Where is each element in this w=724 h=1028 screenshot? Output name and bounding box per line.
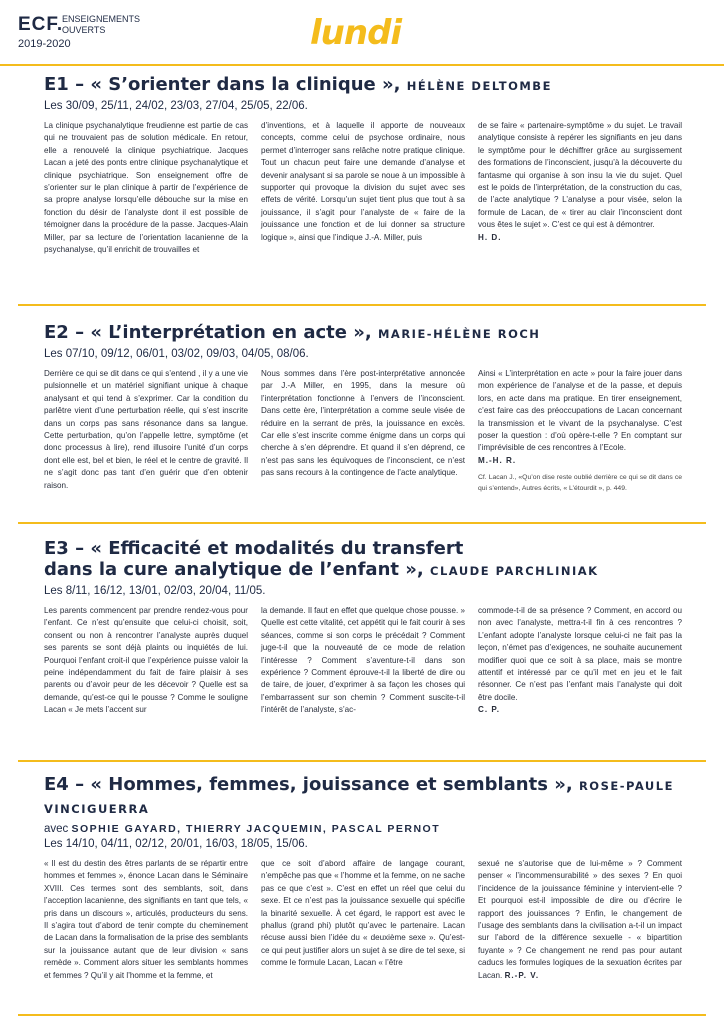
co-authors: SOPHIE GAYARD, THIERRY JACQUEMIN, PASCAL PERNOT	[71, 823, 441, 835]
ecf-logo-subtitle	[62, 14, 140, 36]
author-signature: R.-P. V.	[504, 970, 540, 980]
academic-year: 2019-2020	[18, 38, 71, 50]
course-e1	[44, 74, 680, 305]
section-divider	[18, 760, 706, 762]
logo-sub-line-1: ENSEIGNEMENTS	[62, 14, 141, 24]
course-e3	[44, 538, 680, 760]
footnote: Cf. Lacan J., «Qu’on dise reste oublié derrière ce qui se dit dans ce qui s’entend», Autres écrits, « L’étourdit », p. 449.	[478, 474, 682, 493]
course-title	[44, 538, 680, 582]
course-body	[44, 858, 680, 1028]
text-column-3	[478, 605, 682, 717]
course-title	[44, 322, 680, 345]
section-divider	[18, 304, 706, 306]
course-title-text: E4 – « Hommes, femmes, jouissance et semblants »,	[44, 774, 573, 795]
page-header	[0, 0, 724, 66]
text-column-2	[261, 858, 465, 970]
text-column-2	[261, 605, 465, 717]
course-title-line-2: dans la cure analytique de l’enfant »,	[44, 559, 424, 580]
text-column-2	[261, 120, 465, 244]
column-text: Ainsi « L’interprétation en acte » pour la faire jouer dans mon expérience de l’analyse et de la passe, et depuis lors, en acte dans ma pratique. En tirer enseignement, c’est faire cas des préoccupations de Lacan concernant la transmission et le vivant de la psychanalyse. C’est poser la question : d’où opère-t-elle ? En comptant sur l’imprévisible de ces rencontres à l’Ecole.	[478, 369, 682, 453]
column-text: commode-t-il de sa présence ? Comment, en accord ou non avec l’analyste, mettra-t-il fin à ces rencontres ? L’enfant adopte l’analyste lorsque celui-ci ne fait pas la leçon, n’émet pas d’exigences, ne souhaite aucunement modifier quoi que ce soit à sa place, mais se montre attentif et intéressé par ce qu’il met en jeu et le fait résonner. Ce n’est pas l’enfant mais l’analyste qui doit être docile.	[478, 606, 682, 702]
course-author: ROSE-PAULE VINCIGUERRA	[44, 779, 674, 816]
logo-sub-line-2: OUVERTS	[62, 25, 106, 35]
course-author: CLAUDE PARCHLINIAK	[430, 564, 599, 578]
text-column-3	[478, 858, 682, 982]
course-title-text: E1 – « S’orienter dans la clinique »,	[44, 74, 401, 95]
author-signature: M.-H. R.	[478, 455, 517, 465]
course-title-line-1: E3 – « Efficacité et modalités du transfert	[44, 538, 464, 559]
course-title-text: E2 – « L’interprétation en acte »,	[44, 322, 372, 343]
text-column-1	[44, 858, 248, 982]
column-text: La clinique psychanalytique freudienne est partie de cas qui ne trouvaient pas de solution médicale. En retour, elle a renouvelé la clinique psychiatrique. Jacques Lacan a jeté des ponts entre clinique psychanalytique et clinique psychiatrique. Son enseignement offre de s’orienter sur le plan clinique à partir de l’expérience de sa propre analyse lorsqu’elle débouche sur la mise en fonction du désir de l’analyste dont il est possible de témoigner dans la procédure de la passe. Jacques-Alain Miller, par sa lecture de l’orientation lacanienne de la psychanalyse, qu’il enrichit de trouvailles et	[44, 121, 248, 255]
page-bottom-rule	[18, 1014, 706, 1016]
column-text: la demande. Il faut en effet que quelque chose pousse. » Quelle est cette vitalité, cet appétit qui le fait courir à ses séances, comme si son corps le précédait ? Comment juge-t-il que la nouveauté de ce mode de relation l’intéresse ? Comment s’aventure-t-il dans son expérience ? Comment éprouve-t-il la liberté de dire ou de taire, de jouer, d’exprimer à sa façon les choses qui l’embarrassent sur son chemin ? Comment suscite-t-il l’intérêt de l’analyste, s’ac-	[261, 606, 465, 715]
course-body	[44, 605, 680, 760]
ecf-logo: ECF.	[18, 14, 64, 35]
course-dates: Les 8/11, 16/12, 13/01, 02/03, 20/04, 11/05.	[44, 585, 266, 597]
column-text: Nous sommes dans l’ère post-interprétative annoncée par J.-A Miller, en 1995, dans la mesure où l’interprétation fonctionne à l’envers de l’inconscient. Dans cette ère, l’interprétation a comme seule visée de réduire en la serrant de près, la jouissance en excès. Car elle s’est inscrite comme énigme dans un corps qui cherche à s’en déprendre. Et quand il s’en déprend, ce n’est pas sans les équivoques de l’inconscient, ce n’est pas sans recours à la contingence de l’acte analytique.	[261, 369, 465, 478]
header-divider	[0, 64, 724, 66]
column-text: de se faire « partenaire-symptôme » du sujet. Le travail analytique consiste à repérer les signifiants en jeu dans le symptôme pour le déchiffrer grâce au surgissement des formations de l’inconscient, jusqu’à la découverte du fantasme qui organise à son insu la vie du sujet. Quel est le poids de l’interprétation, de la construction du cas, de l’acte analytique ? L’analyse a pour visée, selon la formule de Lacan, de « tirer au clair l’inconscient dont vous êtes le sujet ». C’est ce qui est à démontrer.	[478, 121, 682, 230]
author-signature: C. P.	[478, 705, 500, 715]
course-author: HÉLÈNE DELTOMBE	[406, 79, 552, 93]
course-dates: Les 14/10, 04/11, 02/12, 20/01, 16/03, 18/05, 15/06.	[44, 838, 308, 850]
course-title	[44, 774, 680, 820]
course-body	[44, 120, 680, 305]
co-authors-line	[44, 823, 680, 835]
course-author: MARIE-HÉLÈNE ROCH	[377, 327, 541, 341]
course-dates: Les 30/09, 25/11, 24/02, 23/03, 27/04, 25/05, 22/06.	[44, 100, 308, 112]
column-text-body: sexué ne s’autorise que de lui-même » ? Comment penser « l’incommensurabilité » des sexes ? En quoi l’incidence de la jouissance féminine y intervient-elle ? Et pourquoi est-il impossible de dire ou d’écrire le rapport des jouissances ? Enfin, le changement de l’usage des semblants dans la civilisation a-t-il un impact sur l’abord de la différence sexuelle - « bipartition fuyante » ? Ce changement ne rend pas pour autant caducs les formules logiques de la sexuation écrites par Lacan.	[478, 859, 682, 980]
column-text: « Il est du destin des êtres parlants de se répartir entre hommes et femmes », énonce Lacan dans le Séminaire XVIII. Ces termes sont des semblants, soit, dans l’acception lacanienne, des signifiants en tant que tels, « pris dans un discours », articulés, producteurs du sens. Il s’agira tout d’abord de tenir compte du cheminement de Lacan dans la formalisation de la prise des semblants sur la jouissance autant que de leur division « sans remède ». Comment alors situer les semblants hommes et femmes ? Qu’il y ait l’homme et la femme, et	[44, 859, 248, 980]
author-signature: H. D.	[478, 232, 502, 242]
course-title	[44, 74, 680, 97]
column-text: Les parents commencent par prendre rendez-vous pour l’enfant. Ce n’est qu’ensuite que celui-ci choisit, soit, consent ou non à rencontrer l’analyste auprès duquel ses parents se sont déjà plaints ou inquiétés de lui. Pourquoi l’enfant croit-il que l’expérience puisse valoir la peine indépendamment du fait de faire plaisir à ses parents ou d’avoir peur de les décevoir ? Quelle est sa demande, qu’est-ce qui le pousse ? Comme le souligne Lacan « Je mets l’accent sur	[44, 606, 248, 715]
column-text: que ce soit d’abord affaire de langage courant, n’empêche pas que « l’homme et la femme, on ne sache pas ce que c’est ». C’est en effet un réel que celui du sexe. Et ce n’est pas la jouissance sexuelle qui spécifie la binarité sexuelle. À cet égard, le rapport est avec le phallus (grand phi) plutôt qu’avec le partenaire. Lacan récuse aussi bien l’idée du « deuxième sexe ». Qu’est-ce qui peut justifier alors un sujet à se dire de tel sexe, si comme le formule Lacan, Lacan « l’être	[261, 859, 465, 968]
column-text	[478, 858, 682, 982]
column-text: d’inventions, et à laquelle il apporte de nouveaux concepts, comme celui de psychose ordinaire, nous permet d’interroger sans relâche notre pratique clinique. Tout un chacun peut faire une demande d’analyse et devenir analysant si sa parole se noue à un impossible à supporter qui provoque la division du sujet avec ses effets de vérité. Lorsqu’un sujet tient plus que tout à sa jouissance, il s’agit pour l’analyste de « faire de la jouissance une fonction et de lui donner sa structure logique », ainsi que l’indique J.-A. Miller, puis	[261, 121, 465, 242]
course-dates: Les 07/10, 09/12, 06/01, 03/02, 09/03, 04/05, 08/06.	[44, 348, 309, 360]
text-column-1	[44, 120, 248, 256]
text-column-1	[44, 605, 248, 717]
course-e2	[44, 322, 680, 538]
avec-label: avec	[44, 823, 69, 835]
course-body	[44, 368, 680, 538]
column-text: Derrière ce qui se dit dans ce qui s’entend , il y a une vie pulsionnelle et un matériel signifiant unique à chaque analysant et qui tend à s’exprimer. Car la condition du parlêtre vient d’une perturbation réelle, qui s’est inscrite dans un corps pas sans résonance dans sa langue. Cette perturbation, qu’on l’appelle lettre, symptôme (et donc processus à lire), rend illusoire l’unité d’un corps dont elle est, bel et bien, le réel et le centre de gravité. Il ne s’agit donc pas tant d’en guérir que d’en obtenir raison.	[44, 369, 248, 490]
day-heading: lundi	[310, 13, 402, 53]
section-divider	[18, 522, 706, 524]
text-column-3	[478, 120, 682, 244]
text-column-3	[478, 368, 682, 494]
course-e4	[44, 774, 680, 1028]
text-column-2	[261, 368, 465, 480]
text-column-1	[44, 368, 248, 492]
